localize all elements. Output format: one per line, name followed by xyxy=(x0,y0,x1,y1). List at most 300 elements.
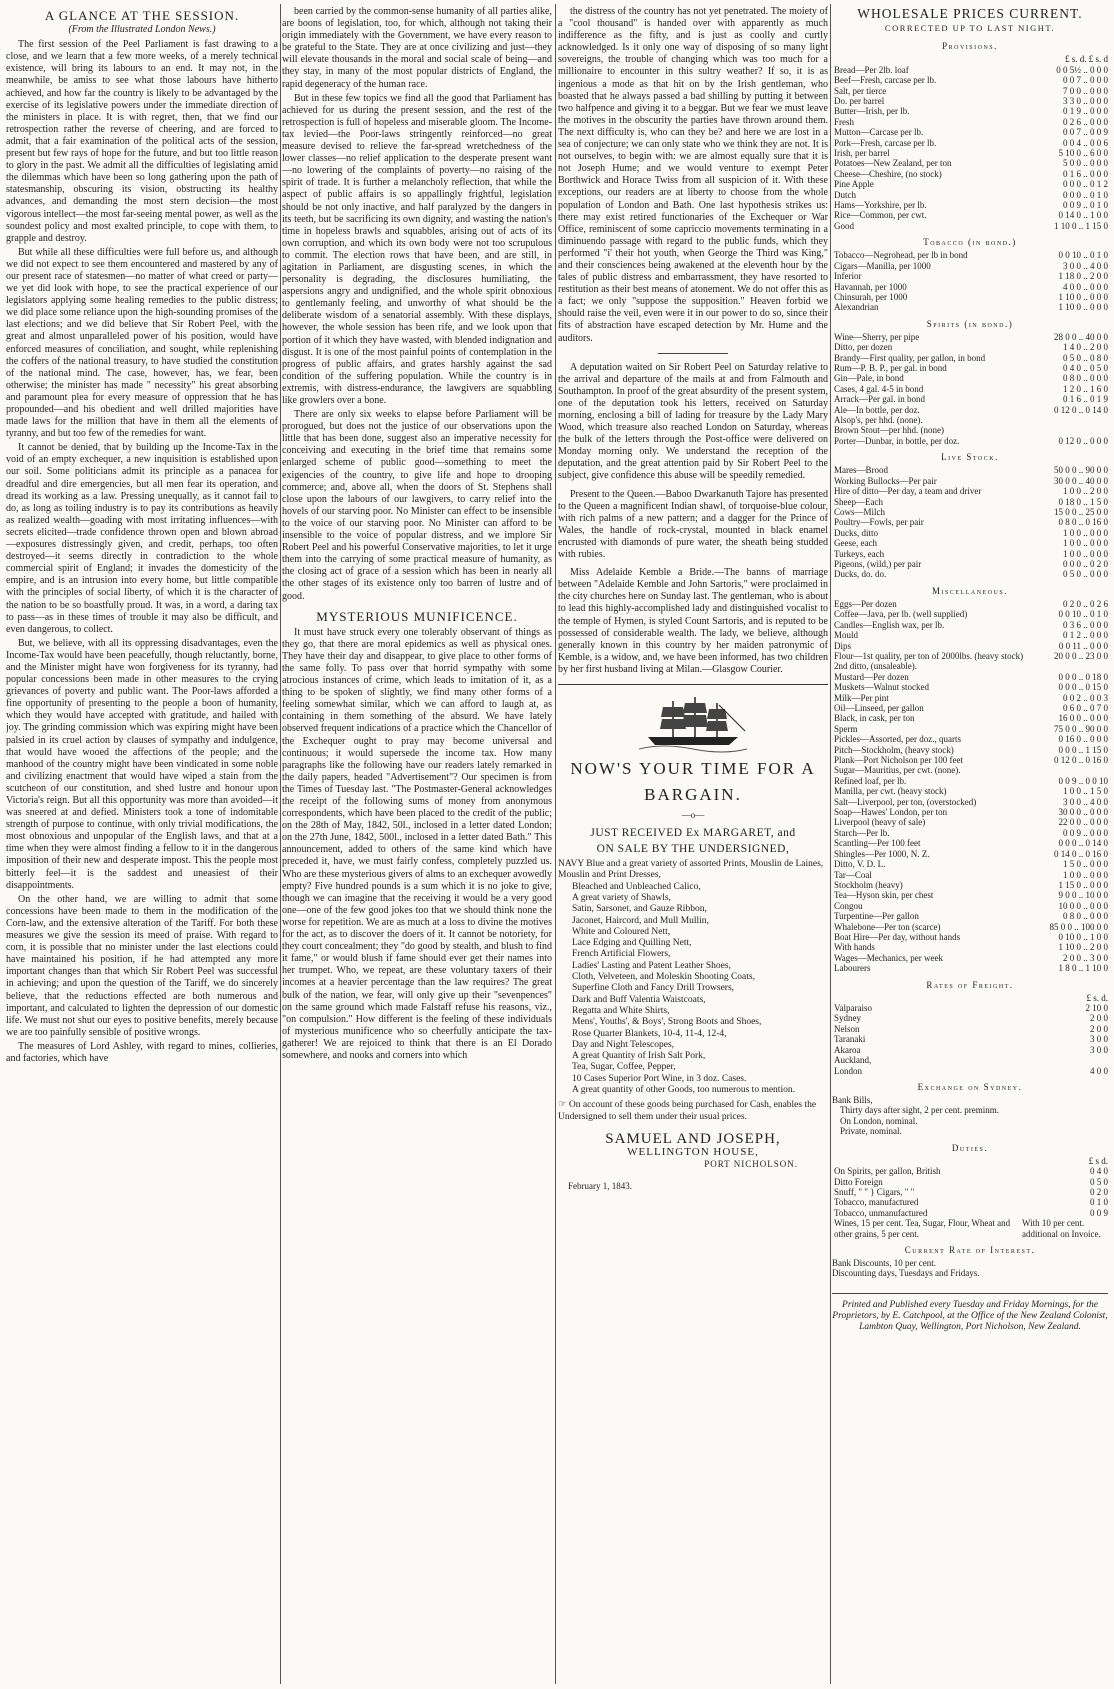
ad-note: ☞ On account of these goods being purchased for Cash, enables the Undersigned to sell them under their usual prices. xyxy=(558,1100,817,1123)
price-row xyxy=(832,363,1108,373)
price-row xyxy=(832,425,1108,435)
price-row xyxy=(832,755,1108,765)
price-item: Sheep—Each xyxy=(834,496,883,507)
price-item: Working Bullocks—Per pair xyxy=(834,475,937,486)
ad-firm-name: SAMUEL AND JOSEPH, xyxy=(605,1131,781,1148)
price-header-row xyxy=(832,993,1108,1003)
price-row xyxy=(832,703,1108,713)
price-value: 30 0 0 .. 0 0 0 xyxy=(1058,807,1108,818)
price-item: Hire of ditto—Per day, a team and driver xyxy=(834,486,982,497)
price-row xyxy=(832,765,1108,775)
price-item: Dips xyxy=(834,640,852,651)
ad-goods-item: 10 Cases Superior Port Wine, in 3 doz. Cases. xyxy=(572,1073,747,1084)
price-value: 1 18 0 .. 2 0 0 xyxy=(1058,271,1108,282)
price-item: Boat Hire—Per day, without hands xyxy=(834,931,961,942)
price-row xyxy=(832,86,1108,96)
price-value: 2 0 0 xyxy=(1090,1023,1108,1034)
price-table xyxy=(832,993,1108,1076)
price-item: Salt, per tierce xyxy=(834,85,887,96)
price-row xyxy=(832,200,1108,210)
price-value: 9 0 0 .. 10 0 0 xyxy=(1058,890,1108,901)
price-value: 0 1 9 .. 0 0 0 xyxy=(1063,106,1108,117)
paragraph: But while all these difficulties were full before us, and although we did not expect to see them encountered and mastered by any of our present race of statesmen—no matter of what creed or party—we yet did look with hope, to see the practical experience of our legislators applying some healing remedies to the public distress; we did place some reliance upon the high-sounding promises of the last elections; and we did believe that Sir Robert Peel, with the great and almost unparalleled power of his position, would have enforced measures of conciliation, and sought, while replenishing the coffers of the national treasury, to have studied the constitution of the national mind. The case, however, has, we fear, been otherwise; the minister has made " necessity" his great absorbing and paramount plea for every measure of oppression that he has propounded—and his obedient and well drilled majorities have made laws for the million that have in them all the elements of tyranny, and but too few of the remedies for want. xyxy=(6,246,278,440)
price-row xyxy=(832,776,1108,786)
price-row xyxy=(832,221,1108,231)
price-item: Mustard—Per dozen xyxy=(834,671,909,682)
price-item: Alsop's, per hhd. (none). xyxy=(834,415,923,426)
ad-goods-item: French Artificial Flowers, xyxy=(572,949,671,960)
price-row xyxy=(832,75,1108,85)
price-value: 2 0 0 .. 3 0 0 xyxy=(1063,952,1108,963)
price-item: Soap—Hawes' London, per ton xyxy=(834,807,948,818)
price-item: Butter—Irish, per lb. xyxy=(834,106,910,117)
price-item: Refined loaf, per lb. xyxy=(834,775,907,786)
price-item: Wine—Sherry, per pipe xyxy=(834,331,920,342)
price-item: Havannah, per 1000 xyxy=(834,281,907,292)
price-value: 7 0 0 .. 0 0 0 xyxy=(1063,85,1108,96)
price-value: 5 0 0 .. 0 0 0 xyxy=(1063,158,1108,169)
price-value: 0 0 0 .. 0 2 0 xyxy=(1063,559,1108,570)
price-value: 0 0 10 .. 0 1 0 xyxy=(1058,250,1108,261)
price-sections xyxy=(832,40,1108,1279)
price-row xyxy=(832,507,1108,517)
news-item: Present to the Queen.—Baboo Dwarkanuth Tajore has presented to the Queen a magnificent Indian shawl, of torquoise-blue colour, with rich palms of a new pattern; and a dagger for the Prince of Wales, the handle of rock-crystal, mounted in black enamel encrusted with diamonds of pure water, the sheath being studded with rubies. xyxy=(558,488,828,561)
price-row xyxy=(832,724,1108,734)
ad-headline: NOW'S YOUR TIME FOR A xyxy=(570,758,816,778)
price-value xyxy=(1042,425,1108,435)
price-item: Turkeys, each xyxy=(834,548,885,559)
price-row xyxy=(832,745,1108,755)
price-row xyxy=(832,682,1108,692)
price-item: Pitch—Stockholm, (heavy stock) xyxy=(834,744,954,755)
price-row xyxy=(832,1003,1108,1013)
price-row xyxy=(832,538,1108,548)
price-value: 0 0 5½ .. 0 0 0 xyxy=(1056,64,1108,75)
article-title: MYSTERIOUS MUNIFICENCE. xyxy=(316,608,518,624)
price-value: 2 10 0 xyxy=(1085,1003,1108,1014)
prices-title: WHOLESALE PRICES CURRENT. xyxy=(857,6,1083,21)
price-row xyxy=(832,106,1108,116)
price-value xyxy=(1042,1055,1108,1065)
price-value: 1 0 0 .. 2 0 0 xyxy=(1063,486,1108,497)
duty-item: Tobacco, manufactured xyxy=(834,1197,919,1208)
price-row xyxy=(832,261,1108,271)
price-value: 0 0 0 .. 1 15 0 xyxy=(1058,744,1108,755)
price-item: Pine Apple xyxy=(834,179,874,190)
price-item: Poultry—Fowls, per pair xyxy=(834,517,924,528)
price-item: Potatoes—New Zealand, per ton xyxy=(834,158,952,169)
price-item: Candles—English wax, per lb. xyxy=(834,619,945,630)
price-value: 30 0 0 .. 40 0 0 xyxy=(1054,475,1108,486)
price-value: 0 0 0 .. 0 15 0 xyxy=(1058,682,1108,693)
price-value: 0 0 9 .. 0 0 0 xyxy=(1063,827,1108,838)
price-value: 28 0 0 .. 40 0 0 xyxy=(1054,331,1108,342)
price-value: 1 15 0 .. 0 0 0 xyxy=(1058,879,1108,890)
price-value: 20 0 0 .. 23 0 0 xyxy=(1054,650,1108,661)
price-item: Good xyxy=(834,220,854,231)
price-row xyxy=(832,1034,1108,1044)
price-item: Nelson xyxy=(834,1023,860,1034)
exchange-title: Exchange on Sydney. xyxy=(917,1081,1023,1092)
price-item: Do. per barrel xyxy=(834,95,885,106)
price-row xyxy=(832,271,1108,281)
price-row xyxy=(832,661,1108,671)
price-section-title: Live Stock. xyxy=(941,452,999,463)
price-value: 0 0 0 .. 0 18 0 xyxy=(1058,671,1108,682)
price-value: 0 5 0 .. 0 0 0 xyxy=(1063,569,1108,580)
price-item: Sydney xyxy=(834,1013,861,1024)
news-item: A deputation waited on Sir Robert Peel on Saturday relative to the arrival and departure of the mails at and from Falmouth and Southampton. In proof of the great absurdity of the present system, one of the deputation took his letters, received on Saturday morning, enclosing a bill of lading for treasure by the Lady Mary Wood, which treasure also reached London on Saturday, whereas the bulk of the letters through the Post-office were delivered on Monday morning only. We understand the reception of the deputation, and the great attention paid by Sir Robert Peel to the subject, give confidence this abuse will be speedily remedied. xyxy=(558,361,828,482)
article-body xyxy=(6,39,278,1065)
price-row xyxy=(832,838,1108,848)
exchange-block xyxy=(832,1095,1108,1137)
price-row xyxy=(832,158,1108,168)
price-item: Sugar—Mauritius, per cwt. (none). xyxy=(834,765,961,776)
price-table xyxy=(832,332,1108,446)
price-row xyxy=(832,528,1108,538)
price-item: Oil—Linseed, per gallon xyxy=(834,703,924,713)
advertisement xyxy=(558,684,828,1192)
price-value: 85 0 0 .. 100 0 0 xyxy=(1049,921,1108,932)
price-value: 50 0 0 .. 90 0 0 xyxy=(1054,465,1108,476)
price-row xyxy=(832,465,1108,475)
ad-place: PORT NICHOLSON. xyxy=(704,1158,798,1169)
paragraph: the distress of the country has not yet penetrated. The moiety of a "cool thousand" is handed over with apparently as much indifference as the fifty, and is just as coolly and curtly acknowledged. Is it only one way of disposing of so many light sovereigns, the trouble of changing which was too much for a millionaire to encounter in this sultry weather? If so, it is as ingenious a mode as that hit on by the Irish gentleman, who boasted that he always passed a bad shilling by putting it between two halfpence and giving it to a beggar. But we fear we must leave the motives in the obscurity the parties have thrown around them. The next difficulty is, who can they be? and here we are lost in a sea of conjecture; we can only state who we think they are not. It is not ourselves, to begin with: we are almost equally sure that it is not Joseph Hume; and we would venture to exempt Peter Borthwick and Horace Twiss from all suspicion of it. With these exceptions, our readers are at liberty to choose from the whole population of London and Bath. One last hypothesis strikes us: there may exist retired functionaries of the Exchequer or War Office, reminiscent of some capriccio movements terminating in a diminuendo passage with regard to the public funds, which they performed "i' their hot youth, when George the Third was King," and their consciences being awakened at the eleventh hour by the tales of public distress and embarrassment, they have resorted to restitution as their best means of atonement. We do not offer this as a fact; we only "suppose the supposition." Heaven forbid we should raise the veil, even were it in our power to do so, since their fits of abstraction have escaped detection by Mr. Hume and the auditors. xyxy=(558,6,828,344)
price-item: Ducks, ditto xyxy=(834,527,878,538)
price-item: Ale—In bottle, per doz. xyxy=(834,404,920,415)
duty-value: 0 4 0 xyxy=(1090,1166,1108,1177)
price-value: 0 2 0 .. 0 2 6 xyxy=(1063,598,1108,609)
price-item: Hams—Yorkshire, per lb. xyxy=(834,199,927,210)
price-item: Pickles—Assorted, per doz., quarts xyxy=(834,734,961,745)
price-row xyxy=(832,332,1108,342)
price-item: Irish, per barrel xyxy=(834,147,890,158)
interest-block xyxy=(832,1258,1108,1279)
price-header-row xyxy=(832,54,1108,64)
price-item: Brown Stout—per hhd. (none) xyxy=(834,425,944,436)
paragraph: But in these few topics we find all the good that Parliament has achieved for us during the present session, and the rest of the retrospection is full of hopeless and miserable gloom. The Income-tax levied—the Poor-laws stringently reinforced—no great measure devised to relieve the far-spread wretchedness of the lower classes—no relief application to the desperate present want—no lowering of the complaints of poverty—no raising of the spirit of trade. It is further a melancholy reflection, that while the aspect of public affairs is so appallingly frightful, legislation should be not only inactive, and half paralyzed by the dangers in its teeth, but be sacrificing its own dignity, and wasting the nation's time in hopeless brawls and squabbles, arising out of acts of its own corruption, and which its own body were not too scrupulous to commit. The election rows that have been, and are still, in agitation in Parliament, are disgusting scenes, in which the personality is degrading, the disclosures humiliating, the aspersions angry and undignified, and the whole spirit obnoxious to gentlemanly feeling, and unworthy of what should be the deliberate wisdom of a senatorial assembly. With these displays, however, the whole session has been rife, and we look upon that portion of it which they have wasted, with blended indignation and disgust. It is one of the most painful points of contemplation in the progress of public affairs, and grates harshly against the sad condition of the suffering population. While the country is in extremis, with distress-endurance, the lawgivers are squabbling like growlers over a bone. xyxy=(282,92,552,406)
column-rule xyxy=(555,4,556,1684)
price-item: Labourers xyxy=(834,963,871,974)
price-item: Akaroa xyxy=(834,1044,861,1055)
price-value: 75 0 0 .. 90 0 0 xyxy=(1054,723,1108,734)
price-value: 3 3 0 .. 0 0 0 xyxy=(1063,95,1108,106)
paragraph: The first session of the Peel Parliament is fast drawing to a close, and we learn that a few more weeks, of a merely technical existence, will bring its labours to an end. It may not, in the meanwhile, be amiss to see what those labours have hitherto achieved, and how far the country is likely to be advantaged by the exercise of its legislative powers under the immediate direction of the ministers in place. It is with regret, then, that we find our retrospection rather the reverse of cheering, and are forced to admit, that a fair examination of the political acts of the session, present but few rays of hope for the future, and but too little reason to glory in the past. We admit all the difficulties of legislating amid the dilemmas which have been so long gathering upon the path of statesmanship, obscuring its vision, obstructing its healthy advances, and demanding the most stern decision—the most vigorous intellect—the most far-seeing mental power, as well as the soundest policy and most exalted principle, to cope with them, to grapple and destroy. xyxy=(6,39,278,244)
price-row xyxy=(832,415,1108,425)
duties-row xyxy=(832,1187,1108,1197)
duty-value: 0 2 0 xyxy=(1090,1186,1108,1197)
price-value xyxy=(1042,415,1108,425)
duties-row xyxy=(832,1208,1108,1218)
price-row xyxy=(832,517,1108,527)
price-value: 1 0 0 .. 1 5 0 xyxy=(1063,786,1108,797)
price-item: Fresh xyxy=(834,116,854,127)
price-item: Dutch xyxy=(834,189,856,200)
price-header-spacer xyxy=(832,54,1042,64)
duties-row xyxy=(832,1197,1108,1207)
price-row xyxy=(832,117,1108,127)
price-row xyxy=(832,807,1108,817)
price-value: 0 0 10 .. 0 1 0 xyxy=(1058,609,1108,620)
price-row xyxy=(832,932,1108,942)
duties-table xyxy=(832,1156,1108,1239)
price-value: 1 8 0 .. 1 10 0 xyxy=(1058,963,1108,974)
price-item: Mould xyxy=(834,630,859,641)
exchange-line: Bank Bills, xyxy=(832,1095,873,1105)
paragraph: The measures of Lord Ashley, with regard to mines, collieries, and factories, which have xyxy=(6,1040,278,1064)
price-value: 0 12 0 .. 0 16 0 xyxy=(1054,755,1108,766)
price-value: 1 0 0 .. 0 0 0 xyxy=(1063,548,1108,559)
price-value: 0 0 7 .. 0 0 0 xyxy=(1063,75,1108,86)
article-body xyxy=(282,627,552,1062)
price-item: Ditto, per dozen xyxy=(834,342,893,353)
price-item: Rice—Common, per cwt. xyxy=(834,210,927,221)
price-row xyxy=(832,1055,1108,1065)
price-value: 0 0 4 .. 0 0 6 xyxy=(1063,137,1108,148)
duties-row xyxy=(832,1218,1108,1239)
ad-goods-item: NAVY Blue and a great variety of assorted Prints, Mouslin de Laines, Mouslin and Print Dresses, xyxy=(558,859,824,881)
ad-date: February 1, 1843. xyxy=(568,1180,632,1191)
price-value: 1 0 0 .. 0 0 0 xyxy=(1063,527,1108,538)
price-item: Mares—Brood xyxy=(834,465,888,476)
price-row xyxy=(832,870,1108,880)
price-item: 2nd ditto, (unsaleable). xyxy=(834,661,917,672)
price-row xyxy=(832,342,1108,352)
paragraph: been carried by the common-sense humanity of all parties alike, are boons of legislation, too, for which, although not taking their origin immediately with the Government, we have every reason to be grateful to the State. They are at once civilizing and just—they will elevate thousands in the moral and social scale of being—and they stay, in many of the most popular districts of England, the rapid degeneracy of the human race. xyxy=(282,6,552,90)
price-row xyxy=(832,353,1108,363)
price-item: Ditto, V. D. L. xyxy=(834,859,886,870)
price-row xyxy=(832,138,1108,148)
price-item: Mutton—Carcase per lb. xyxy=(834,127,924,138)
price-value: 0 8 0 .. 0 0 0 xyxy=(1063,373,1108,384)
price-table xyxy=(832,250,1108,312)
duty-value: 0 0 9 xyxy=(1090,1207,1108,1218)
price-item: Starch—Per lb. xyxy=(834,827,890,838)
price-row xyxy=(832,880,1108,890)
price-item: With hands xyxy=(834,942,875,953)
price-row xyxy=(832,436,1108,446)
ad-goods-item: Bleached and Unbleached Calico, xyxy=(572,881,701,892)
price-row xyxy=(832,620,1108,630)
price-row xyxy=(832,651,1108,661)
duties-row xyxy=(832,1177,1108,1187)
price-row xyxy=(832,549,1108,559)
price-item: Stockholm (heavy) xyxy=(834,879,903,890)
price-row xyxy=(832,859,1108,869)
price-value: 0 0 0 .. 0 14 0 xyxy=(1058,838,1108,849)
price-value: 0 16 0 .. 0 0 0 xyxy=(1058,734,1108,745)
price-value: 3 0 0 .. 4 0 0 xyxy=(1063,260,1108,271)
price-item: Gin—Pale, in bond xyxy=(834,373,904,384)
interest-title: Current Rate of Interest. xyxy=(904,1244,1036,1255)
price-value: 1 10 0 .. 2 0 0 xyxy=(1058,942,1108,953)
price-item: Cows—Milch xyxy=(834,507,886,517)
ad-goods-item: Rose Quarter Blankets, 10-4, 11-4, 12-4, xyxy=(572,1028,727,1039)
duty-value: 0 1 0 xyxy=(1090,1197,1108,1208)
price-value: 1 2 0 .. 1 6 0 xyxy=(1063,383,1108,394)
price-item: Ducks, do. do. xyxy=(834,569,887,580)
price-row xyxy=(832,890,1108,900)
ad-headline: BARGAIN. xyxy=(644,784,742,804)
duties-header-row xyxy=(832,1156,1108,1166)
duties-row xyxy=(832,1166,1108,1176)
column-rule xyxy=(830,4,831,1684)
price-item: Scantling—Per 100 feet xyxy=(834,838,921,849)
price-item: Arrack—Per gal. in bond xyxy=(834,394,925,405)
price-row xyxy=(832,922,1108,932)
price-value: 0 18 0 .. 1 5 0 xyxy=(1058,496,1108,507)
price-row xyxy=(832,641,1108,651)
price-item: Taranaki xyxy=(834,1034,866,1045)
price-section-title: Miscellaneous. xyxy=(932,585,1008,596)
price-value: 15 0 0 .. 25 0 0 xyxy=(1054,507,1108,517)
ad-goods-item: Cloth, Velveteen, and Moleskin Shooting Coats, xyxy=(572,972,755,983)
price-item: London xyxy=(834,1065,862,1076)
price-row xyxy=(832,179,1108,189)
price-row xyxy=(832,630,1108,640)
price-value: 1 4 0 .. 2 0 0 xyxy=(1063,342,1108,353)
price-value: 4 0 0 .. 0 0 0 xyxy=(1063,281,1108,292)
price-row xyxy=(832,672,1108,682)
ad-goods-item: A great Quantity of Irish Salt Pork, xyxy=(572,1051,706,1062)
price-row xyxy=(832,609,1108,619)
price-item: Brandy—First quality, per gallon, in bond xyxy=(834,352,986,363)
price-item: Whalebone—Per ton (scarce) xyxy=(834,921,941,932)
price-row xyxy=(832,911,1108,921)
price-item: Chinsurah, per 1000 xyxy=(834,291,908,302)
price-row xyxy=(832,96,1108,106)
price-item: Cigars—Manilla, per 1000 xyxy=(834,260,931,271)
column-4 xyxy=(832,6,1108,1686)
article-body-continued xyxy=(558,6,828,345)
exchange-line: Thirty days after sight, 2 per cent. preminm. xyxy=(840,1105,999,1116)
price-value: 0 3 6 .. 0 0 0 xyxy=(1063,619,1108,630)
price-value: 0 4 0 .. 0 5 0 xyxy=(1063,363,1108,374)
price-row xyxy=(832,559,1108,569)
price-item: Valparaiso xyxy=(834,1003,872,1014)
price-item: Liverpool (heavy of sale) xyxy=(834,817,926,828)
exchange-line: On London, nominal. xyxy=(840,1115,918,1126)
price-row xyxy=(832,1066,1108,1076)
price-value: 0 6 0 .. 0 7 0 xyxy=(1063,703,1108,713)
ad-goods-item: Dark and Buff Valentia Waistcoats, xyxy=(572,994,706,1005)
price-value: 0 14 0 .. 0 16 0 xyxy=(1054,848,1108,859)
article-body-continued xyxy=(282,6,552,603)
price-row xyxy=(832,190,1108,200)
price-row xyxy=(832,849,1108,859)
price-table xyxy=(832,465,1108,579)
price-item: Inferior xyxy=(834,271,862,282)
price-value: 3 0 0 xyxy=(1090,1034,1108,1045)
column-2 xyxy=(282,6,552,1686)
price-row xyxy=(832,817,1108,827)
price-value: 1 10 0 .. 0 0 0 xyxy=(1058,302,1108,313)
price-item: Congou xyxy=(834,900,863,911)
price-row xyxy=(832,65,1108,75)
price-value: 0 1 6 .. 0 0 0 xyxy=(1063,168,1108,179)
price-item: Bread—Per 2lb. loaf xyxy=(834,64,909,75)
price-value: 0 0 9 .. 0 0 10 xyxy=(1058,775,1108,786)
price-header-units: £ s. d. xyxy=(1086,992,1108,1003)
ad-goods-item: Day and Night Telescopes, xyxy=(572,1039,675,1050)
price-value xyxy=(1042,765,1108,775)
column-3 xyxy=(558,6,828,1686)
price-section-title: Tobacco (in bond.) xyxy=(923,237,1017,248)
ship-icon xyxy=(633,693,753,753)
price-row xyxy=(832,901,1108,911)
price-item: Auckland, xyxy=(834,1055,872,1066)
price-value: 22 0 0 .. 0 0 0 xyxy=(1058,817,1108,828)
price-section-title: Provisions. xyxy=(942,41,998,52)
price-item: Tobacco—Negrohead, per lb in bond xyxy=(834,250,968,261)
news-item: Miss Adelaide Kemble a Bride.—The banns of marriage between "Adelaide Kemble and John Sartoris," were proclaimed in the city churches here on Sunday last. The gentleman, who is about to lead this highly-accomplished lady and distinguished vocalist to the temple of Hymen, is styled Count Sartoris, and is reputed to be possessed of considerable wealth. The lady, we believe, although generally known in this country by her maiden patronymic of Kemble, is a widow, and, we have been informed, has two children by her first husband living at Milan.—Glasgow Courier. xyxy=(558,567,828,675)
ad-goods-item: White and Coloured Nett, xyxy=(572,926,671,937)
price-value: 1 10 0 .. 0 0 0 xyxy=(1058,291,1108,302)
price-row xyxy=(832,963,1108,973)
price-item: Cases, 4 gal. 4-5 in bond xyxy=(834,383,924,394)
price-item: Sperm xyxy=(834,723,858,734)
price-row xyxy=(832,148,1108,158)
price-item: Geese, each xyxy=(834,538,877,549)
price-row xyxy=(832,476,1108,486)
price-row xyxy=(832,942,1108,952)
price-value: 2 0 0 xyxy=(1090,1013,1108,1024)
ad-goods-item: Regatta and White Shirts, xyxy=(572,1005,670,1016)
paragraph: On the other hand, we are willing to admit that some concessions have been made to them in the modification of the Corn-law, and the extensive alteration of the Tariff. For both these measures we give the session its meed of praise. With regard to corn, it is possible that no minister under the last elections could have maintained his position, if he had attempted any more important changes than that which Sir Robert Peel was successful in achieving; and upon the question of the Tariff, we do sincerely believe, that the reductions effected are both numerous and important, and calculated to lighten the depression of our domestic life. We must not shut our eyes to positive benefits, merely because we are too painfully sensible of positive wrongs. xyxy=(6,893,278,1038)
ad-goods-list xyxy=(558,859,828,1096)
price-item: Black, in cask, per ton xyxy=(834,713,915,724)
price-item: Alexandrian xyxy=(834,302,879,313)
paragraph: But, we believe, with all its oppressing disadvantages, even the Income-Tax would have been peacefully, though reluctantly, borne, and the Minister might have won forgiveness for its tyranny, had popular concessions been made in other measures to the crying grievances of poverty and public want. The Poor-laws afforded a fine opportunity of presenting to the people a boon of humanity, which they would have accepted with gratitude, and hailed with joy. The grinding commission which was expiring might have been palsied in its cruel action by clauses of sympathy and indulgence, that would have wooed the affections of the people; and the manhood of the country might have been vindicated in some noble and civilizing enactment that would have wiped a stain from the scutcheon of our constitution, and shed lustre and honour upon Victoria's reign. But all this opportunity was more than avoided—it was sneered at and defied. Ministers took a tone of indomitable strength of purpose to continue, with only trivial modifications, the most obnoxious and unpopular of the English laws, and that at a time when they were almost finding a fellow to it in the dangerous imposition of their new and desperate impost. This the people most bitterly feel—it is the saddest and uneasiest of their disappointments. xyxy=(6,637,278,891)
price-row xyxy=(832,734,1108,744)
ad-subhead: JUST RECEIVED Ex MARGARET, and xyxy=(590,827,796,840)
price-value: 3 0 0 xyxy=(1090,1044,1108,1055)
paragraph: It must have struck every one tolerably observant of things as they go, that there are moral epidemics as well as physical ones. They have their day and disappear, to give place to other forms of the same folly. To pass over that horrid sympathy with some atrocious instances of crime, which leads to imitation of it, as a thing to be spoken of slightly, we find many other forms of a feeling somewhat similar, which we can afford to laugh at, as containing in them something of the absurd. We have lately observed frequent indications of a practice which the Chancellor of the Exchequer ought to pray may become universal and continuous; it would supersede the income tax. How many paragraphs like the following have our readers lately remarked in the daily papers, headed "Advertisement"? Our specimen is from the Times of Tuesday last. "The Postmaster-General acknowledges the receipt of the following sums of money from anonymous correspondents, which have been placed to the credit of the public; on the 28th of May, 1842, 50l., inclosed in a letter dated London; on the 27th June, 1842, 500l., inclosed in a letter dated Bath." This announcement, added to others of the same kind which have preceded it, have, we must fairly confess, completely puzzled us. Who are these mysterious givers of alms to an exchequer avowedly empty? Five hundred pounds is a sum which it is no joke to give, though we can imagine that the receiving it would be a very good one—one of the few good jokes too that we should think none the worse for repetition. We are as much at a loss to divine the motives for the act, as to discover the doers of it. It cannot be notoriety, for they court concealment; they "do good by stealth, and blush to find it fame," or would blush if fame should ever get their names into her trumpet. Who, we repeat, are these voluntary taxers of their incomes at a heavier percentage than the law requires? The great bulk of the nation, we fear, will only give up their "sevenpences" on the same ground which made Falstaff refuse his reasons, viz., "on compulsion." How different is the feeling of these individuals of mysterious munificence who so cheerfully anticipate the tax-gatherer! We are rejoiced to think that there is an El Dorado somewhere, and nooks and corners into which xyxy=(282,626,552,1061)
price-value xyxy=(1042,661,1108,671)
price-item: Porter—Dunbar, in bottle, per doz. xyxy=(834,435,960,446)
column-1 xyxy=(6,6,278,1686)
ad-goods-item: A great variety of Shawls, xyxy=(572,892,671,903)
price-item: Plank—Port Nicholson per 100 feet xyxy=(834,755,963,766)
price-value: 0 2 6 .. 0 0 0 xyxy=(1063,116,1108,127)
price-value: 5 10 0 .. 6 0 0 xyxy=(1058,147,1108,158)
price-row xyxy=(832,497,1108,507)
price-row xyxy=(832,302,1108,312)
price-value: 0 8 0 .. 0 16 0 xyxy=(1058,517,1108,528)
price-value: 0 0 0 .. 0 1 0 xyxy=(1063,189,1108,200)
duty-item: Wines, 15 per cent. Tea, Sugar, Flour, Wheat and other grains, 5 per cent. xyxy=(834,1218,1011,1239)
price-row xyxy=(832,373,1108,383)
ad-goods-item: Superfine Cloth and Fancy Drill Trowsers, xyxy=(572,983,735,994)
price-value: 0 12 0 .. 0 0 0 xyxy=(1058,435,1108,446)
price-item: Tea—Hyson skin, per chest xyxy=(834,890,934,901)
price-value: 0 0 7 .. 0 0 9 xyxy=(1063,127,1108,138)
ad-goods-item: Lace Edging and Quilling Nett, xyxy=(572,938,692,949)
price-row xyxy=(832,797,1108,807)
price-item: Salt—Liverpool, per ton, (overstocked) xyxy=(834,796,977,807)
duty-item: Ditto Foreign xyxy=(834,1176,883,1187)
ad-goods-item: Satin, Sarsonet, and Gauze Ribbon, xyxy=(572,904,707,915)
price-row xyxy=(832,828,1108,838)
price-item: Flour—1st quality, per ton of 2000lbs. (heavy stock) xyxy=(834,650,1024,661)
ad-goods-item: Ladies' Lasting and Patent Leather Shoes, xyxy=(572,960,731,971)
price-row xyxy=(832,210,1108,220)
price-value: 0 1 2 .. 0 0 0 xyxy=(1063,630,1108,641)
price-row xyxy=(832,953,1108,963)
price-value: 3 0 0 .. 4 0 0 xyxy=(1063,796,1108,807)
price-row xyxy=(832,169,1108,179)
exchange-line: Private, nominal. xyxy=(840,1126,902,1137)
